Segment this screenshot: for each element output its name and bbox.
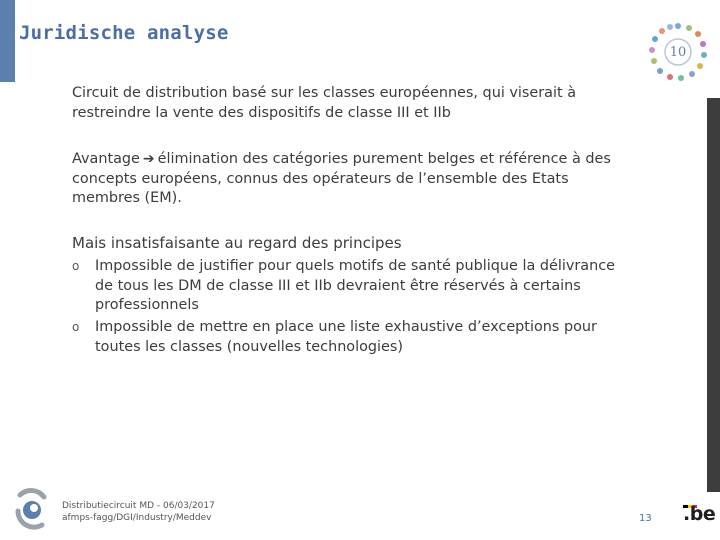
advantage-label: Avantage [72, 151, 140, 167]
footer-line-2: afmps-fagg/DGI/Industry/Meddev [62, 513, 212, 523]
paragraph-unsatisfactory: Mais insatisfaisante au regard des principes [72, 234, 402, 252]
footer-line-1: Distributiecircuit MD - 06/03/2017 [62, 501, 215, 511]
ten-year-anniversary-logo [644, 20, 712, 84]
bullet-marker: o [72, 320, 80, 334]
list-item-text: Impossible de mettre en place une liste exhaustive d’exceptions pour toutes les classes (nouvelles technologies) [95, 319, 597, 355]
page-title: Juridische analyse [19, 22, 229, 44]
page-number: 13 [639, 513, 652, 524]
right-side-bar [707, 98, 720, 492]
bullet-marker: o [72, 259, 80, 273]
svg-text:10: 10 [669, 45, 687, 60]
afmps-agency-logo [12, 485, 50, 533]
footer-info [62, 500, 215, 524]
paragraph-advantage [72, 150, 632, 209]
right-arrow-icon: ➔ [142, 151, 155, 167]
list-item [72, 257, 632, 316]
list-item [72, 318, 632, 357]
be-logo: .be [683, 503, 716, 525]
left-accent-bar [0, 0, 15, 82]
paragraph-distribution-circuit: Circuit de distribution basé sur les classes européennes, qui viserait à restreindre la vente des dispositifs de classe III et IIb [72, 85, 577, 121]
list-item-text: Impossible de justifier pour quels motifs de santé publique la délivrance de tous les DM de classe III et IIb devraient être réservés à certains professionnels [95, 258, 615, 313]
advantage-text: élimination des catégories purement belges et référence à des concepts européens, connus des opérateurs de l’ensemble des Etats membres (EM). [72, 151, 611, 206]
